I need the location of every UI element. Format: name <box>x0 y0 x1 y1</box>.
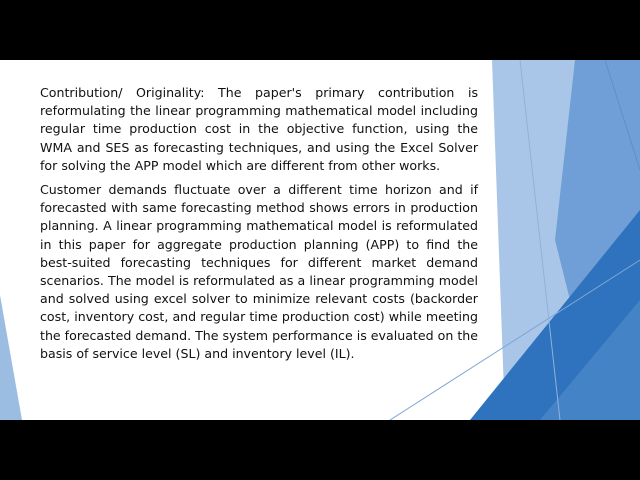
slide-text-body <box>40 84 478 369</box>
paragraph-abstract: Customer demands fluctuate over a different time horizon and if forecasted with same forecasting method shows errors in production planning. A linear programming mathematical model is reformulated in this paper for aggregate production planning (APP) to find the best-suited forecasting techniques for different market demand scenarios. The model is reformulated as a linear programming model and solved using excel solver to minimize relevant costs (backorder cost, inventory cost, and regular time production cost) while meeting the forecasted demand. The system performance is evaluated on the basis of service level (SL) and inventory level (IL). <box>40 182 478 361</box>
paragraph-contribution: Contribution/ Originality: The paper's primary contribution is reformulating the linear programming mathematical model including regular time production cost in the objective function, using the WMA and SES as forecasting techniques, and using the Excel Solver for solving the APP model which are different from other works. <box>40 85 478 173</box>
left-edge-shape <box>0 295 22 420</box>
presentation-slide <box>0 60 640 420</box>
